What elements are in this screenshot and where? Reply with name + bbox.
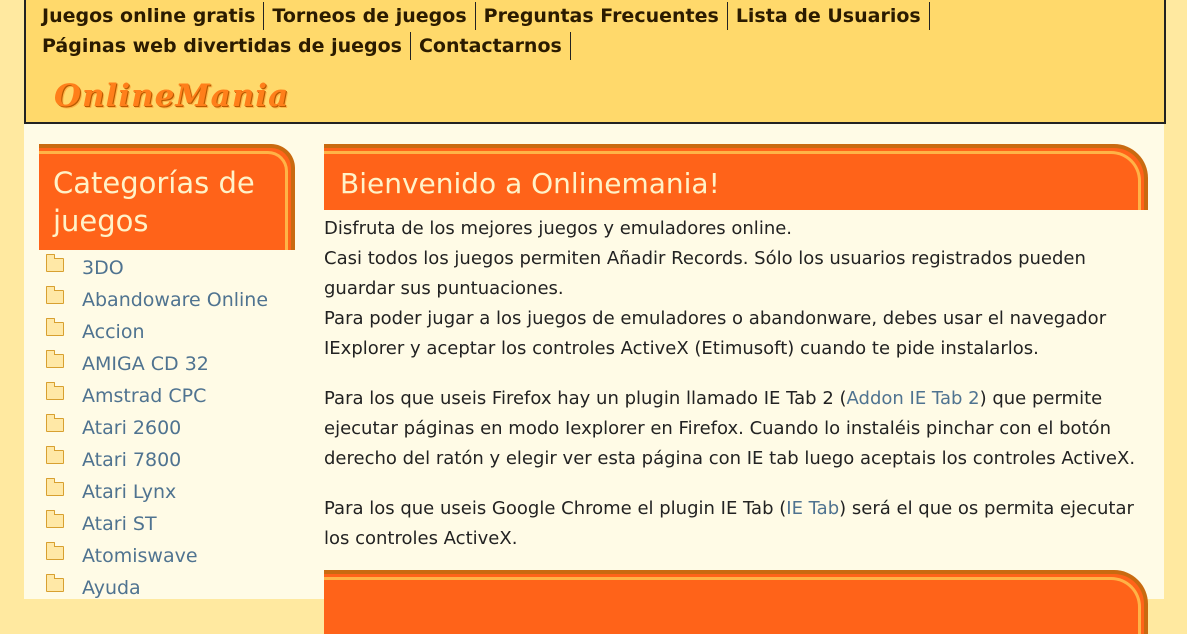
folder-icon (46, 578, 64, 592)
nav-link-usuarios[interactable]: Lista de Usuarios (728, 2, 930, 30)
folder-icon (46, 450, 64, 464)
list-item[interactable] (46, 476, 268, 508)
nav-link-torneos[interactable]: Torneos de juegos (264, 2, 475, 30)
category-link[interactable]: Ayuda (82, 577, 141, 599)
header (24, 0, 1166, 124)
folder-icon (46, 290, 64, 304)
chrome-paragraph: Para los que useis Google Chrome el plugin IE Tab (IE Tab) será el que os permita ejecutar los controles ActiveX. (324, 498, 1134, 549)
list-item[interactable] (46, 572, 268, 604)
list-item[interactable] (46, 444, 268, 476)
category-link[interactable]: Accion (82, 321, 145, 343)
folder-icon (46, 258, 64, 272)
list-item[interactable] (46, 284, 268, 316)
folder-icon (46, 322, 64, 336)
category-link[interactable]: Amstrad CPC (82, 385, 207, 407)
ie-tab-link[interactable]: IE Tab (786, 498, 840, 519)
folder-icon (46, 514, 64, 528)
welcome-text (324, 214, 1154, 574)
folder-icon (46, 482, 64, 496)
second-header-box (324, 570, 1148, 634)
welcome-header-box (324, 144, 1148, 210)
category-link[interactable]: AMIGA CD 32 (82, 353, 209, 375)
page (24, 0, 1164, 599)
list-item[interactable] (46, 252, 268, 284)
list-item[interactable] (46, 380, 268, 412)
folder-icon (46, 354, 64, 368)
category-link[interactable]: Atomiswave (82, 545, 198, 567)
category-list (46, 252, 268, 604)
category-link[interactable]: Atari 2600 (82, 417, 182, 439)
nav-link-contactarnos[interactable]: Contactarnos (411, 32, 571, 60)
folder-icon (46, 386, 64, 400)
nav-row-2 (40, 32, 571, 60)
list-item[interactable] (46, 508, 268, 540)
category-link[interactable]: 3DO (82, 257, 124, 279)
content-area (24, 124, 1164, 599)
folder-icon (46, 546, 64, 560)
category-link[interactable]: Abandoware Online (82, 289, 269, 311)
site-logo[interactable]: OnlineMania (54, 78, 290, 114)
sidebar-header-box (39, 144, 295, 250)
intro-line: Para poder jugar a los juegos de emuladores o abandonware, debes usar el navegador IExplorer y aceptar los controles ActiveX (Etimusoft) cuando te pide instalarlos. (324, 308, 1107, 359)
intro-paragraph (324, 214, 1154, 364)
intro-line: Casi todos los juegos permiten Añadir Records. Sólo los usuarios registrados pueden guardar sus puntuaciones. (324, 248, 1086, 299)
nav-link-paginas-web[interactable]: Páginas web divertidas de juegos (40, 32, 411, 60)
list-item[interactable] (46, 412, 268, 444)
addon-ie-tab-link[interactable]: Addon IE Tab 2 (846, 388, 980, 409)
nav-link-juegos-online[interactable]: Juegos online gratis (40, 2, 264, 30)
category-link[interactable]: Atari 7800 (82, 449, 182, 471)
list-item[interactable] (46, 316, 268, 348)
page-title: Bienvenido a Onlinemania! (340, 167, 720, 200)
nav-row-1 (40, 2, 930, 30)
category-link[interactable]: Atari ST (82, 513, 157, 535)
firefox-paragraph: Para los que useis Firefox hay un plugin llamado IE Tab 2 (Addon IE Tab 2) que permite ejecutar páginas en modo Iexplorer en Firefox. Cuando lo instaléis pinchar con el botón derecho del ratón y elegir ver esta página con IE tab luego aceptais los controles ActiveX. (324, 388, 1136, 469)
list-item[interactable] (46, 540, 268, 572)
sidebar-title: Categorías de juegos (53, 166, 255, 238)
intro-line: Disfruta de los mejores juegos y emuladores online. (324, 218, 793, 239)
nav-link-faq[interactable]: Preguntas Frecuentes (476, 2, 728, 30)
folder-icon (46, 418, 64, 432)
category-link[interactable]: Atari Lynx (82, 481, 177, 503)
list-item[interactable] (46, 348, 268, 380)
